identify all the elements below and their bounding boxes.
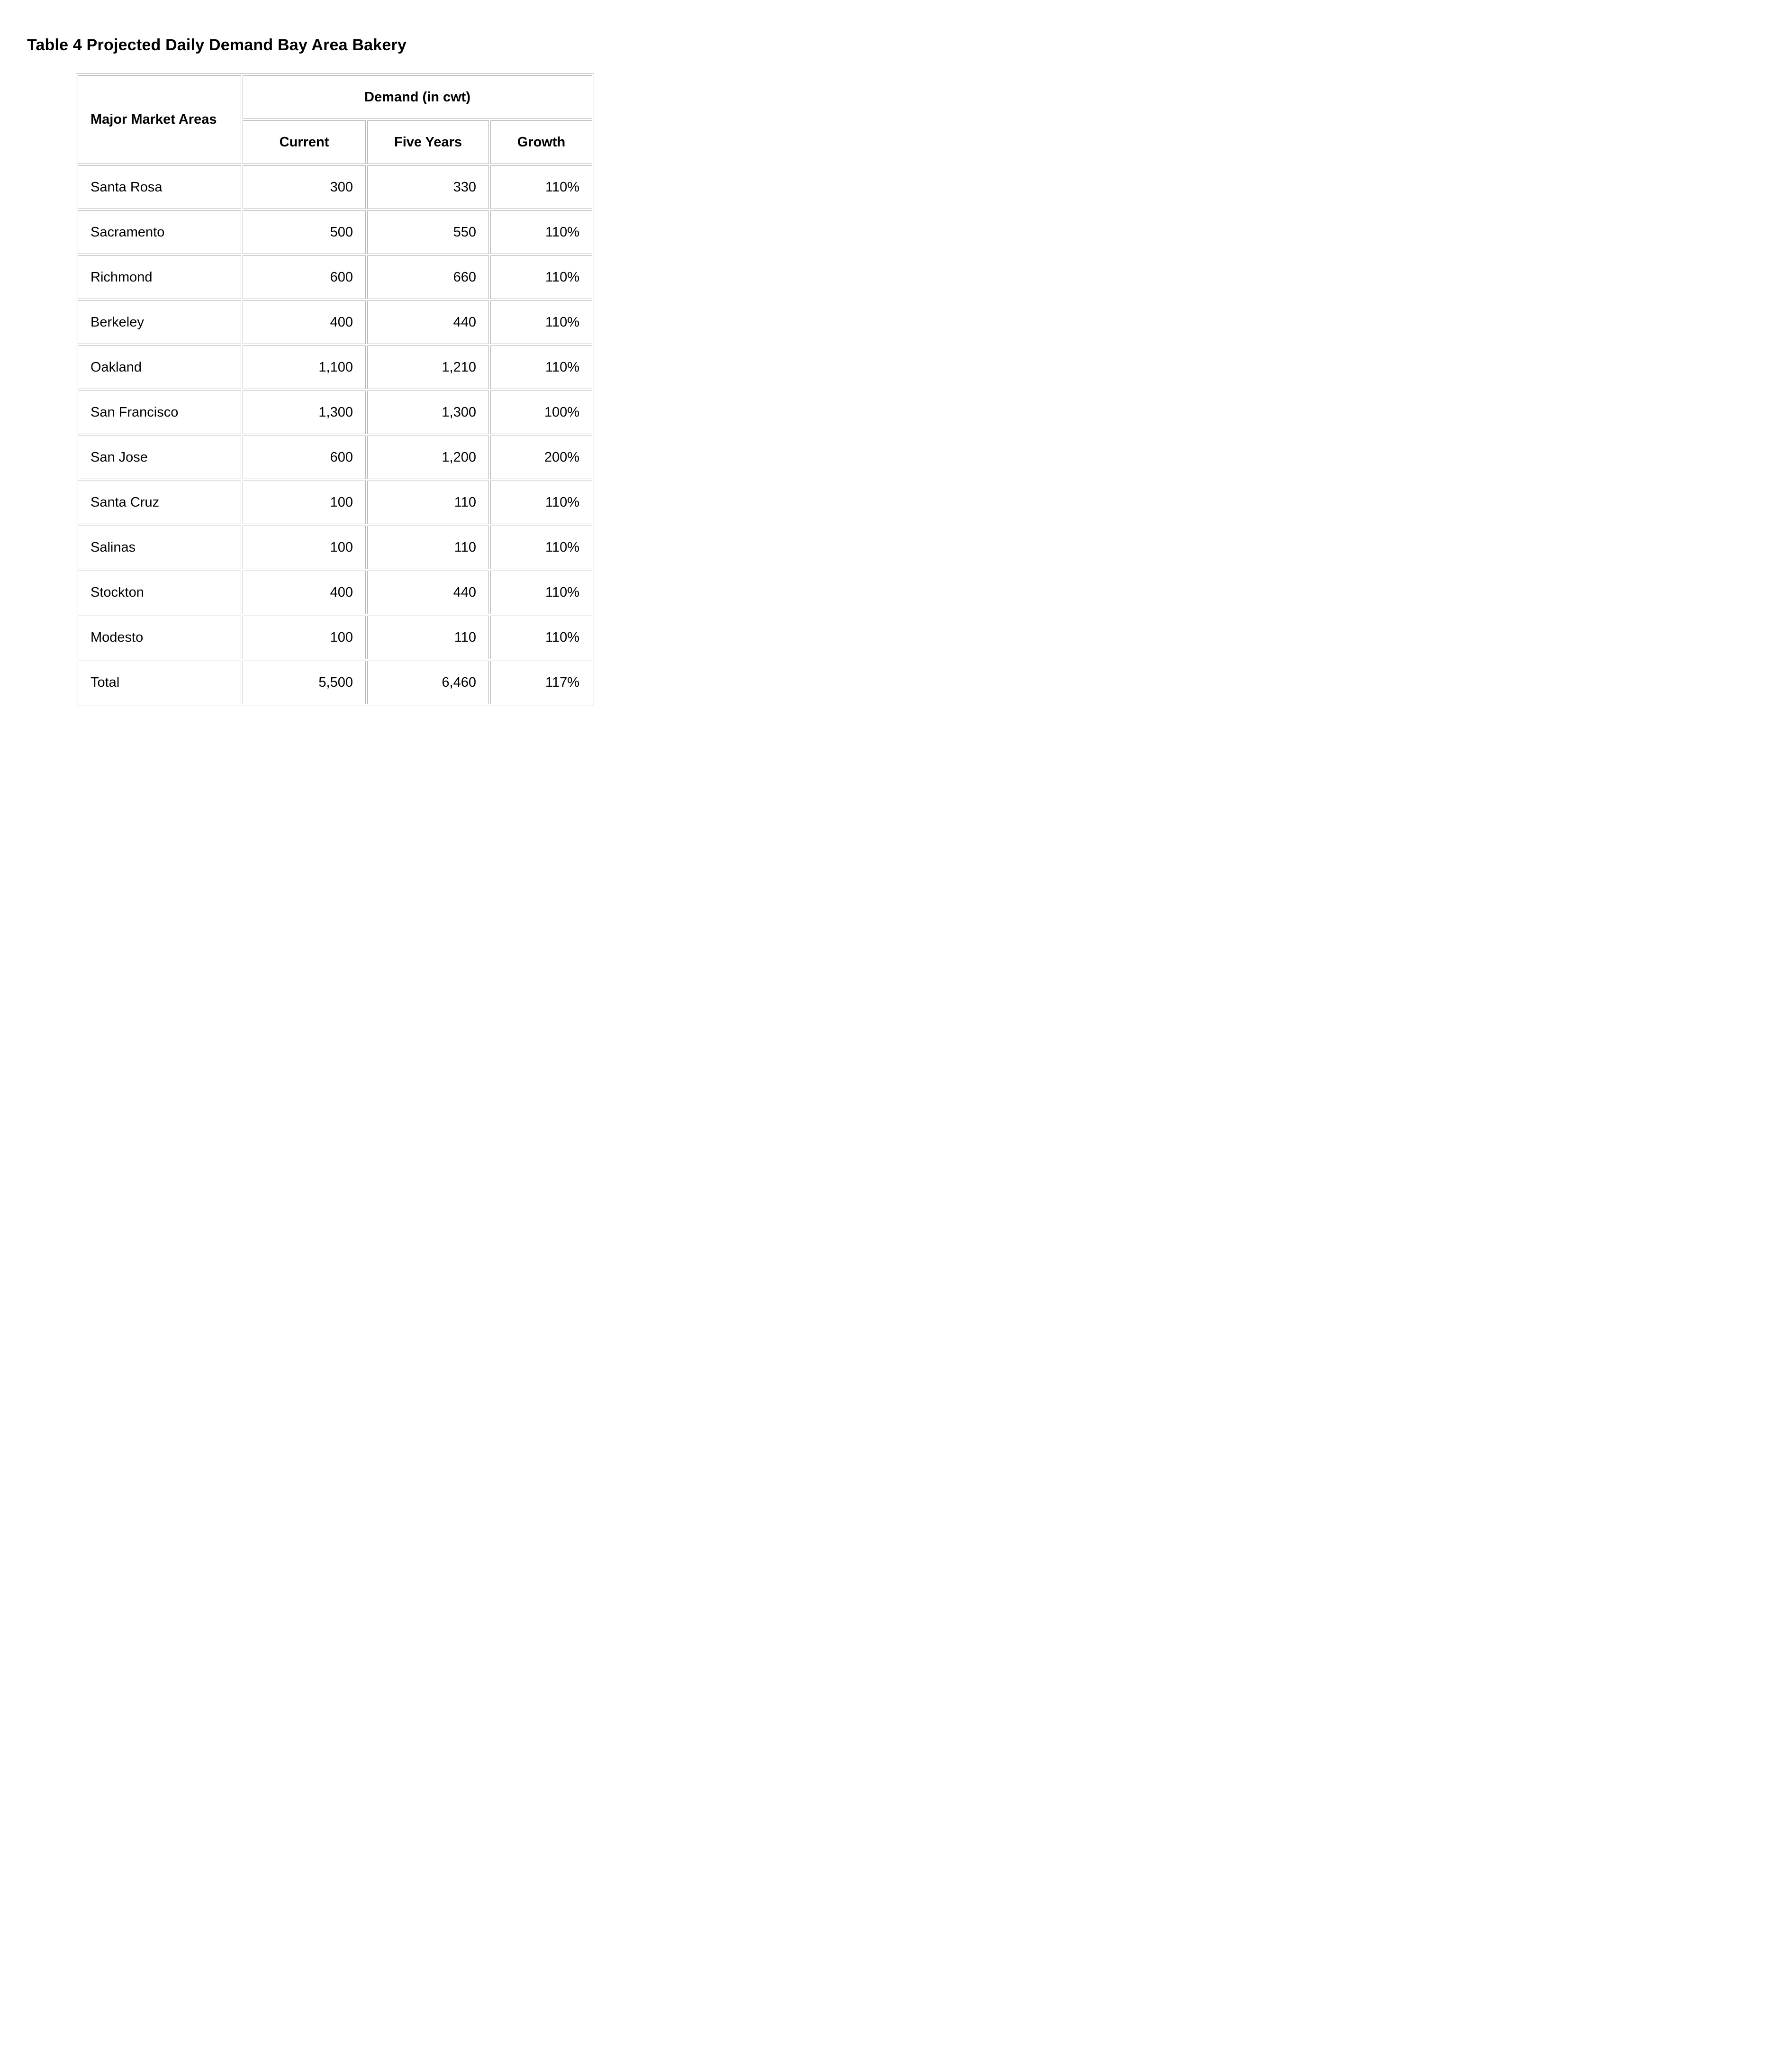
five-years-cell: 1,200 xyxy=(367,436,489,479)
column-header-major-market-areas: Major Market Areas xyxy=(78,75,241,164)
table-row xyxy=(78,526,592,569)
five-years-cell: 660 xyxy=(367,255,489,299)
market-area-cell: Salinas xyxy=(78,526,241,569)
market-area-cell: Sacramento xyxy=(78,210,241,254)
growth-cell: 110% xyxy=(490,526,592,569)
table-title: Table 4 Projected Daily Demand Bay Area Bakery xyxy=(27,36,407,54)
table-row xyxy=(78,210,592,254)
growth-cell: 110% xyxy=(490,571,592,614)
market-area-cell: Berkeley xyxy=(78,300,241,344)
growth-cell: 200% xyxy=(490,436,592,479)
current-cell: 5,500 xyxy=(243,661,366,704)
five-years-cell: 110 xyxy=(367,616,489,659)
five-years-cell: 1,210 xyxy=(367,345,489,389)
table-row-total xyxy=(78,661,592,704)
current-cell: 400 xyxy=(243,300,366,344)
five-years-cell: 110 xyxy=(367,481,489,524)
market-area-cell: San Francisco xyxy=(78,391,241,434)
market-area-cell: Oakland xyxy=(78,345,241,389)
market-area-cell: Santa Cruz xyxy=(78,481,241,524)
document-page xyxy=(0,0,626,733)
market-area-cell: Richmond xyxy=(78,255,241,299)
market-area-cell: Santa Rosa xyxy=(78,165,241,209)
current-cell: 600 xyxy=(243,255,366,299)
five-years-cell: 440 xyxy=(367,571,489,614)
table-row xyxy=(78,300,592,344)
header-group-row xyxy=(78,75,592,119)
current-cell: 600 xyxy=(243,436,366,479)
current-cell: 1,100 xyxy=(243,345,366,389)
growth-cell: 110% xyxy=(490,165,592,209)
market-area-cell: Stockton xyxy=(78,571,241,614)
table-row xyxy=(78,571,592,614)
current-cell: 100 xyxy=(243,616,366,659)
column-group-header-demand: Demand (in cwt) xyxy=(243,75,592,119)
current-cell: 100 xyxy=(243,481,366,524)
current-cell: 500 xyxy=(243,210,366,254)
table-row xyxy=(78,345,592,389)
growth-cell: 110% xyxy=(490,210,592,254)
current-cell: 100 xyxy=(243,526,366,569)
five-years-cell: 1,300 xyxy=(367,391,489,434)
market-area-cell: San Jose xyxy=(78,436,241,479)
demand-table xyxy=(76,73,594,706)
growth-cell: 100% xyxy=(490,391,592,434)
five-years-cell: 330 xyxy=(367,165,489,209)
table-row xyxy=(78,481,592,524)
growth-cell: 110% xyxy=(490,300,592,344)
five-years-cell: 6,460 xyxy=(367,661,489,704)
growth-cell: 110% xyxy=(490,481,592,524)
growth-cell: 117% xyxy=(490,661,592,704)
current-cell: 300 xyxy=(243,165,366,209)
growth-cell: 110% xyxy=(490,345,592,389)
column-header-five-years: Five Years xyxy=(367,120,489,164)
table-row xyxy=(78,391,592,434)
current-cell: 400 xyxy=(243,571,366,614)
market-area-cell: Total xyxy=(78,661,241,704)
table-row xyxy=(78,616,592,659)
five-years-cell: 550 xyxy=(367,210,489,254)
growth-cell: 110% xyxy=(490,616,592,659)
table-row xyxy=(78,436,592,479)
column-header-growth: Growth xyxy=(490,120,592,164)
market-area-cell: Modesto xyxy=(78,616,241,659)
growth-cell: 110% xyxy=(490,255,592,299)
five-years-cell: 440 xyxy=(367,300,489,344)
five-years-cell: 110 xyxy=(367,526,489,569)
current-cell: 1,300 xyxy=(243,391,366,434)
table-row xyxy=(78,255,592,299)
table-row xyxy=(78,165,592,209)
column-header-current: Current xyxy=(243,120,366,164)
